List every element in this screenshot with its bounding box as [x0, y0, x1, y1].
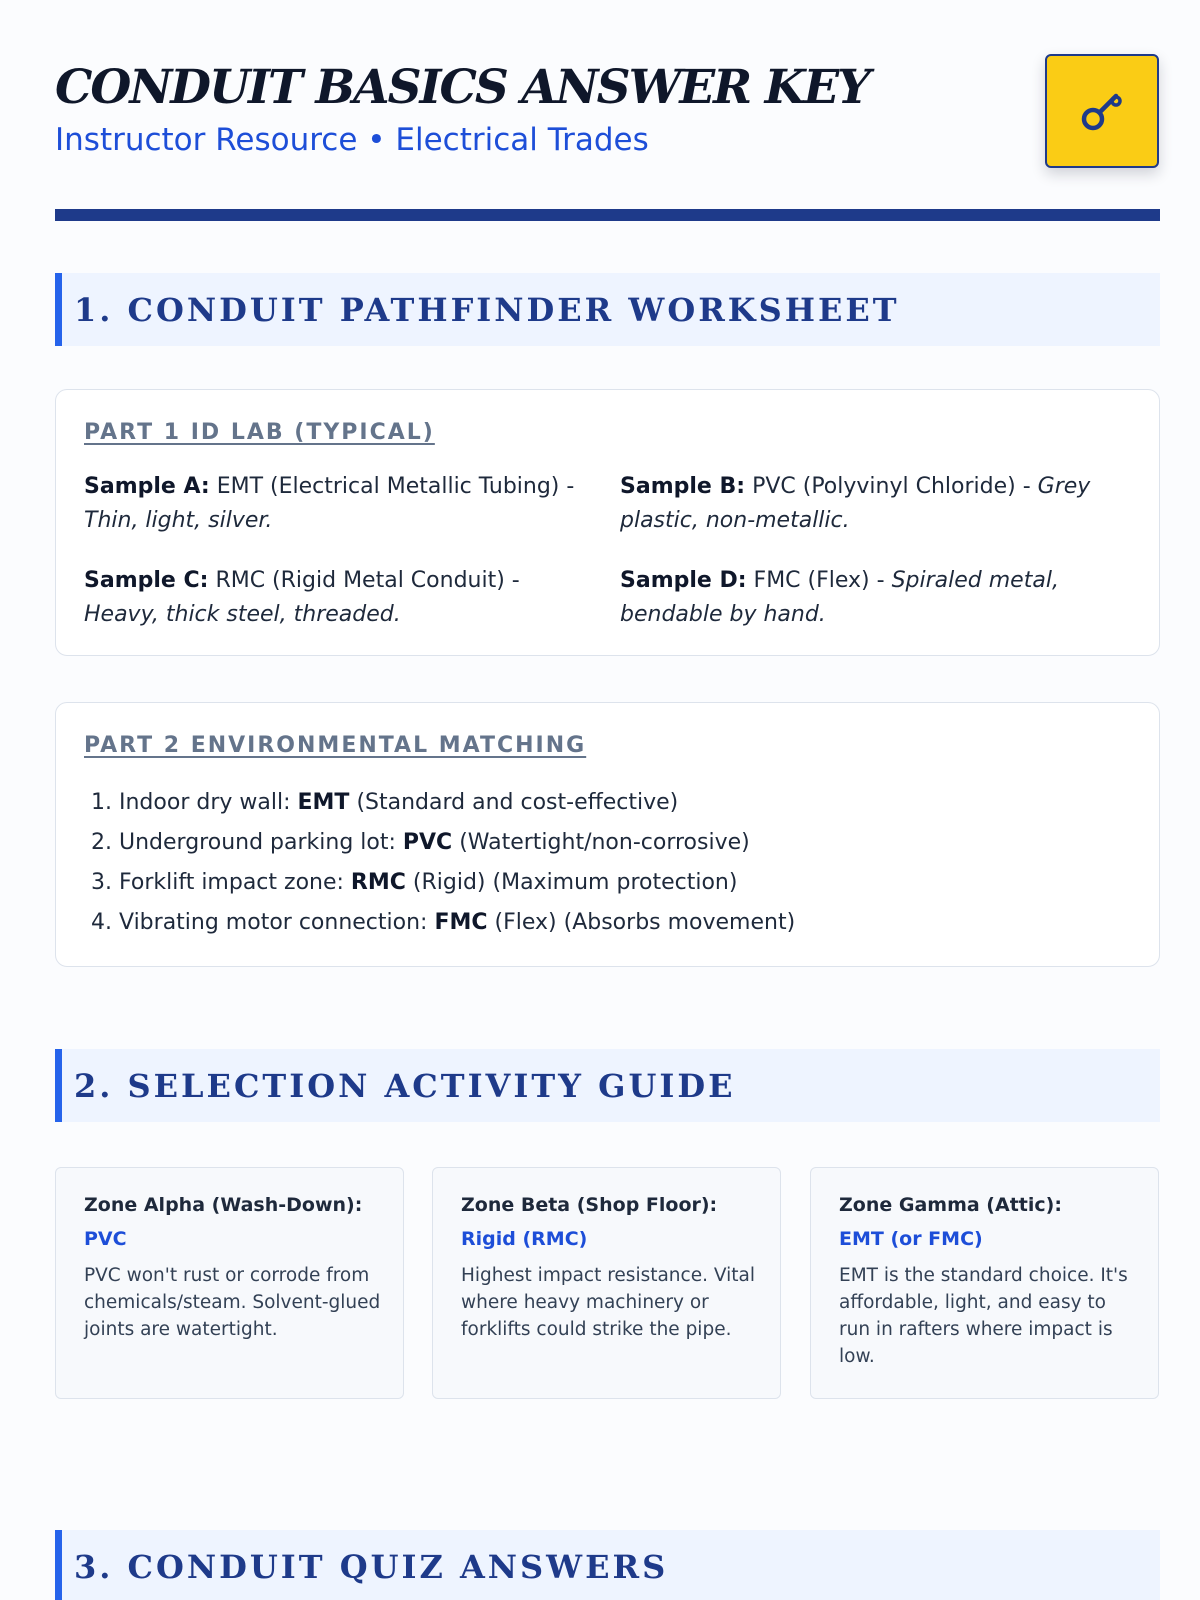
document-title: CONDUIT BASICS ANSWER KEY	[55, 60, 869, 115]
part-1-card	[55, 389, 1160, 656]
document-subtitle: Instructor Resource • Electrical Trades	[55, 122, 649, 158]
zone-description: Highest impact resistance. Vital where heavy machinery or forklifts could strike the pipe.	[461, 1265, 755, 1340]
zone-answer: EMT (or FMC)	[839, 1228, 983, 1250]
header-divider	[55, 209, 1160, 221]
matching-list	[91, 783, 795, 943]
section-2-banner	[55, 1049, 1160, 1122]
zone-title: Zone Alpha (Wash-Down):	[84, 1194, 363, 1216]
list-item: 4. Vibrating motor connection: FMC (Flex) (Absorbs movement)	[91, 910, 796, 935]
part-1-title: PART 1 ID LAB (TYPICAL)	[84, 420, 435, 445]
zone-gamma-card	[810, 1167, 1159, 1399]
sample-b: Sample B: PVC (Polyvinyl Chloride) - Grey plastic, non-metallic.	[620, 474, 1091, 533]
zone-answer: PVC	[84, 1228, 127, 1250]
list-item: 3. Forklift impact zone: RMC (Rigid) (Maximum protection)	[91, 870, 738, 895]
zone-title: Zone Beta (Shop Floor):	[461, 1194, 718, 1216]
key-badge	[1045, 54, 1159, 168]
zone-answer: Rigid (RMC)	[461, 1228, 588, 1250]
zone-description: EMT is the standard choice. It's affordable, light, and easy to run in rafters where impact is low.	[839, 1265, 1128, 1367]
list-item: 1. Indoor dry wall: EMT (Standard and cost-effective)	[91, 790, 679, 815]
list-item: 2. Underground parking lot: PVC (Watertight/non-corrosive)	[91, 830, 750, 855]
sample-c: Sample C: RMC (Rigid Metal Conduit) - Heavy, thick steel, threaded.	[84, 568, 520, 627]
section-3-banner	[55, 1530, 1160, 1600]
zone-alpha-card	[55, 1167, 404, 1399]
part-2-title: PART 2 ENVIRONMENTAL MATCHING	[84, 733, 587, 758]
sample-a: Sample A: EMT (Electrical Metallic Tubing) - Thin, light, silver.	[84, 474, 575, 533]
document-header	[55, 50, 1160, 180]
section-1-banner	[55, 273, 1160, 346]
part-2-card	[55, 702, 1160, 967]
section-1-title: 1. CONDUIT PATHFINDER WORKSHEET	[74, 291, 900, 329]
answer-key-page	[55, 0, 1160, 1600]
sample-d: Sample D: FMC (Flex) - Spiraled metal, bendable by hand.	[620, 568, 1059, 627]
section-2-title: 2. SELECTION ACTIVITY GUIDE	[74, 1067, 736, 1105]
zone-beta-card	[432, 1167, 781, 1399]
key-icon	[1076, 85, 1128, 137]
zone-title: Zone Gamma (Attic):	[839, 1194, 1062, 1216]
section-3-title: 3. CONDUIT QUIZ ANSWERS	[74, 1548, 669, 1586]
zone-description: PVC won't rust or corrode from chemicals/steam. Solvent-glued joints are watertight.	[84, 1265, 381, 1340]
